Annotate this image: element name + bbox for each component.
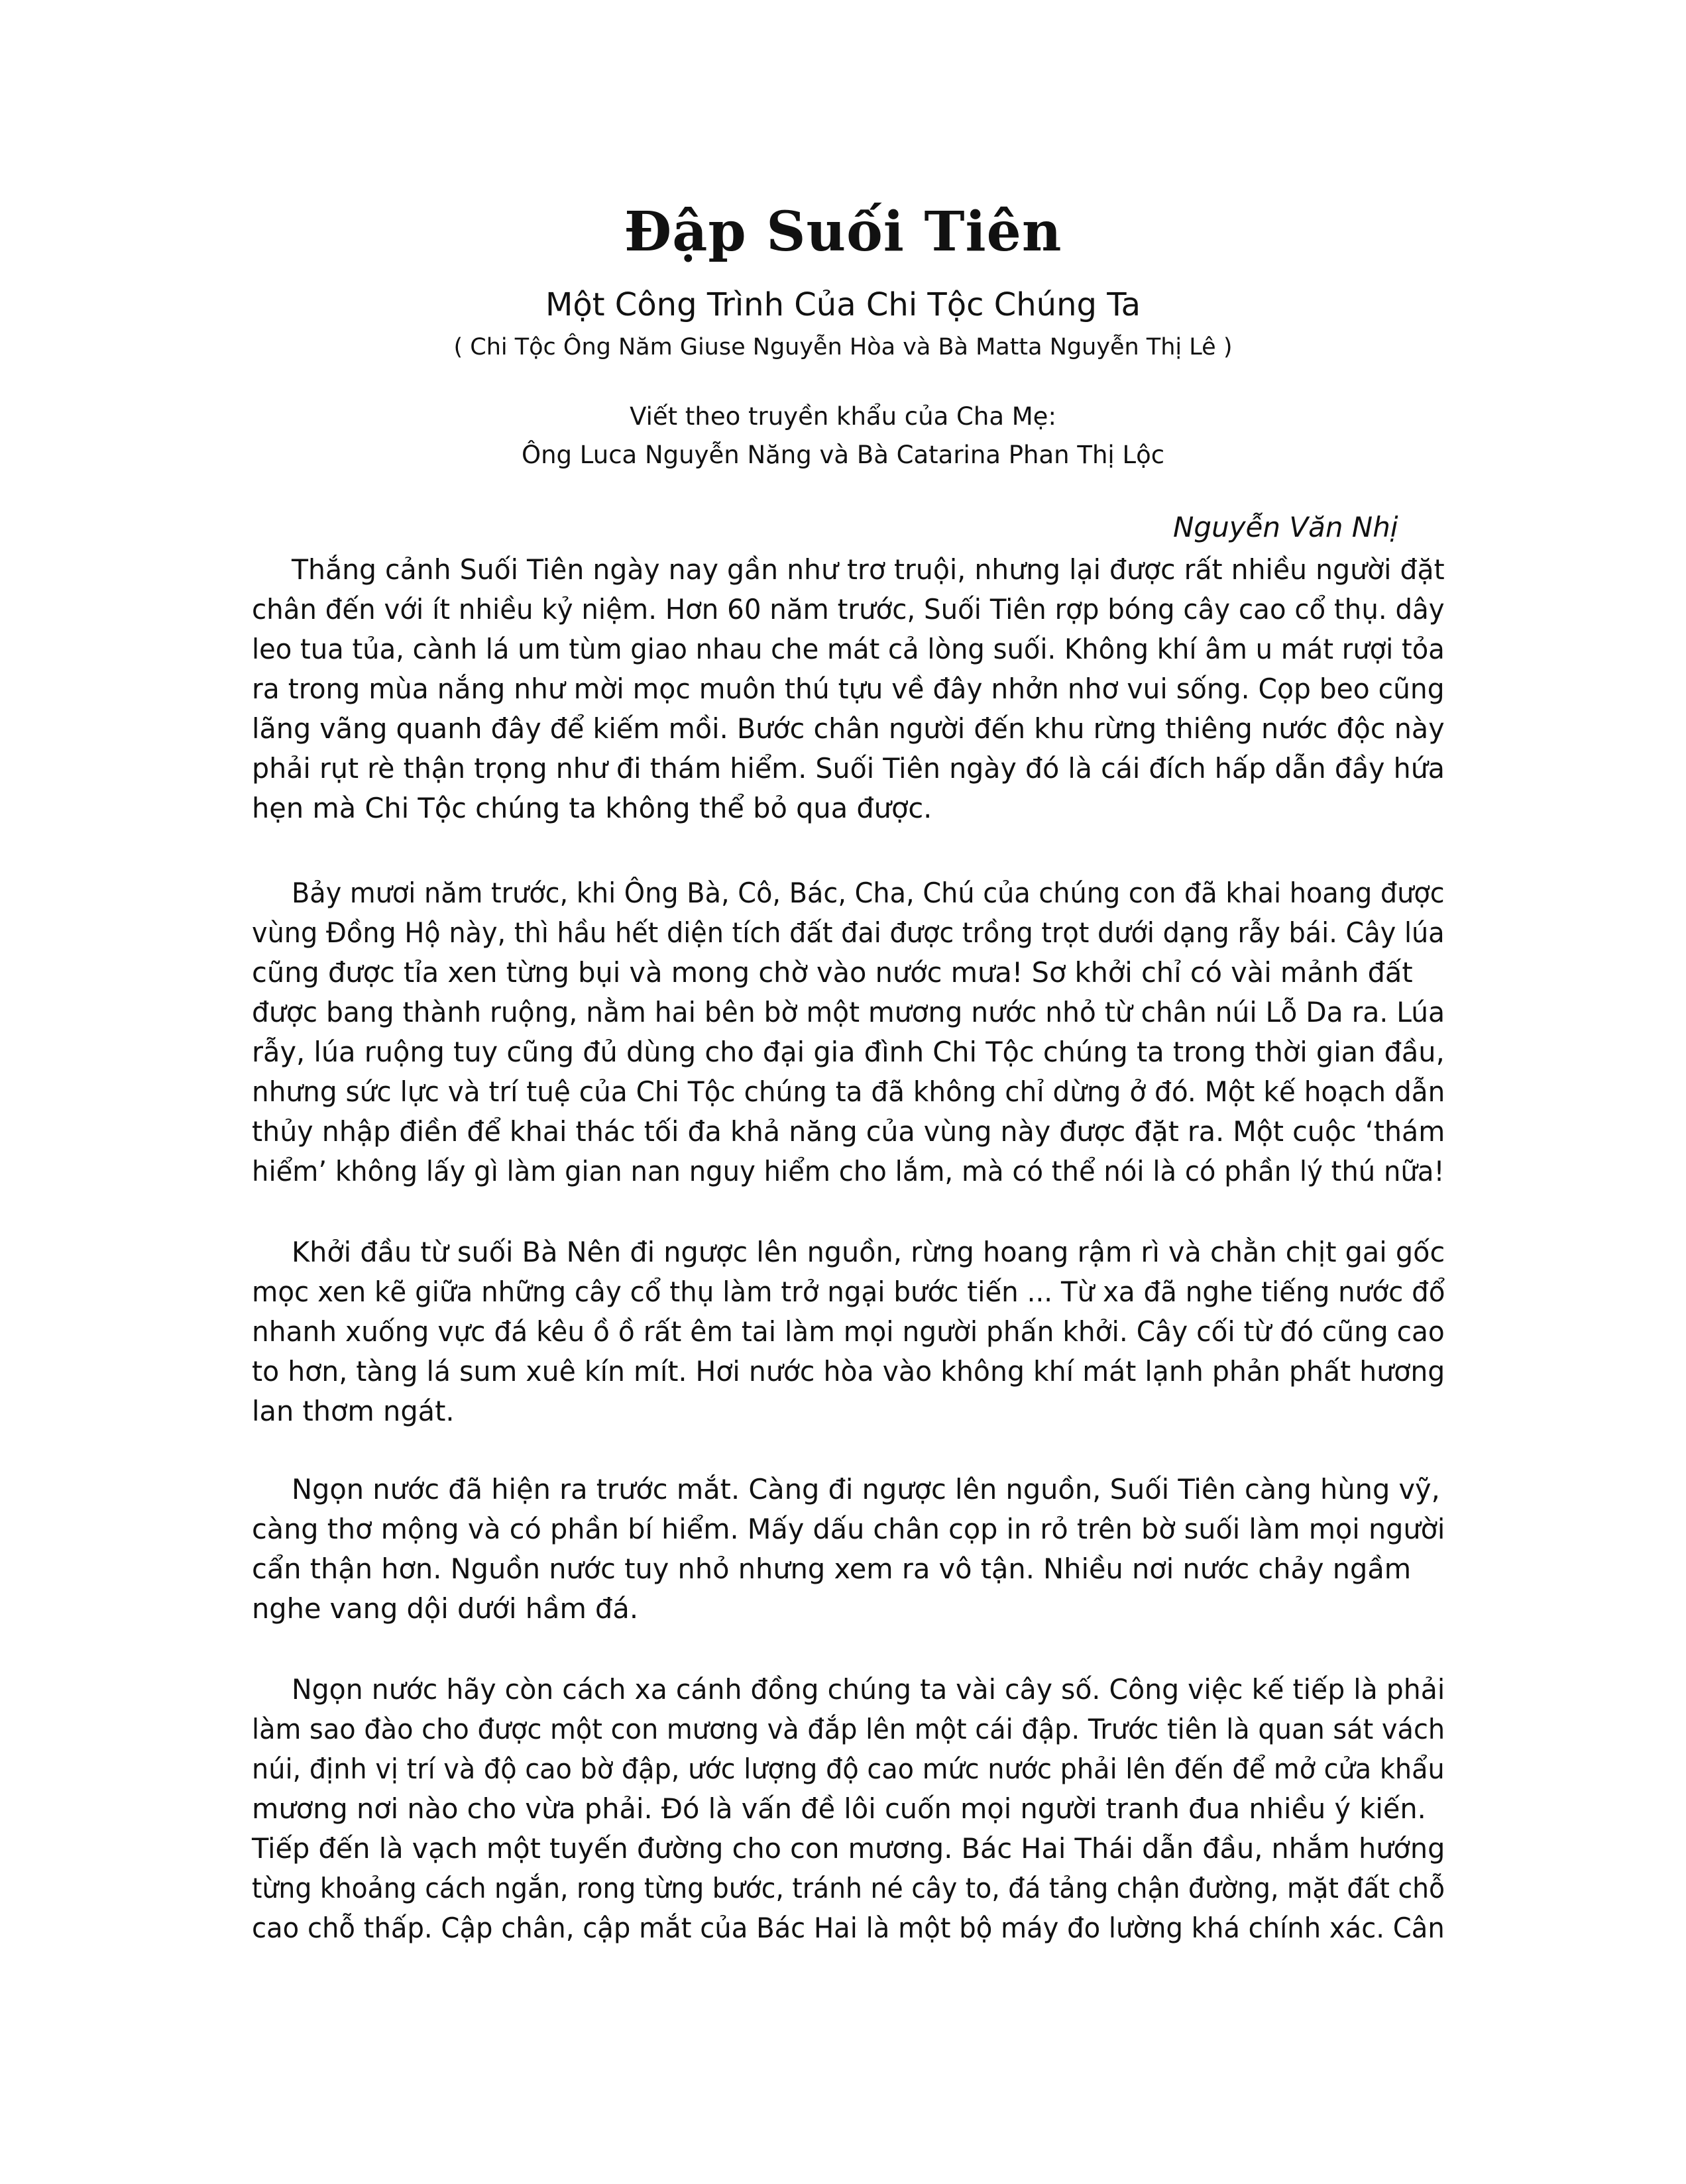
paragraph-line: nghe vang dội dưới hầm đá.	[252, 1592, 639, 1625]
paragraph-line: càng thơ mộng và có phần bí hiểm. Mấy dấu chân cọp in rỏ trên bờ suối làm mọi người	[252, 1513, 1445, 1545]
paragraph-line: từng khoảng cách ngắn, rong từng bước, tránh né cây to, đá tảng chận đường, mặt đất chỗ	[252, 1872, 1445, 1904]
paragraph-line: làm sao đào cho được một con mương và đắp lên một cái đập. Trước tiên là quan sát vách	[252, 1713, 1445, 1745]
paragraph-line: vùng Đồng Hộ này, thì hầu hết diện tích đất đai được trồng trọt dưới dạng rẫy bái. Cây lúa	[252, 916, 1445, 949]
paragraph-line: chân đến với ít nhiều kỷ niệm. Hơn 60 năm trước, Suối Tiên rợp bóng cây cao cổ thụ. dây	[252, 593, 1445, 626]
oral-source-line: Viết theo truyền khẩu của Cha Mẹ:	[630, 402, 1056, 431]
paragraph-line: lãng vãng quanh đây để kiếm mồi. Bước chân người đến khu rừng thiêng nước độc này	[252, 712, 1445, 745]
paragraph-line: nhưng sức lực và trí tuệ của Chi Tộc chúng ta đã không chỉ dừng ở đó. Một kế hoạch dẫn	[252, 1075, 1445, 1108]
paragraph-line: được bang thành ruộng, nằm hai bên bờ một mương nước nhỏ từ chân núi Lỗ Da ra. Lúa	[252, 996, 1445, 1028]
paragraph-line: Thắng cảnh Suối Tiên ngày nay gần như trơ truội, nhưng lại được rất nhiều người đặt	[292, 553, 1445, 586]
paragraph-line: nhanh xuống vực đá kêu ồ ồ rất êm tai làm mọi người phấn khởi. Cây cối từ đó cũng cao	[252, 1315, 1445, 1348]
paragraph-line: Khởi đầu từ suối Bà Nên đi ngược lên nguồn, rừng hoang rậm rì và chằn chịt gai gốc	[292, 1236, 1445, 1268]
paragraph-line: núi, định vị trí và độ cao bờ đập, ước lượng độ cao mức nước phải lên đến để mở cửa khẩu	[252, 1753, 1445, 1785]
paragraph-line: hiểm’ không lấy gì làm gian nan nguy hiểm cho lắm, mà có thể nói là có phần lý thú nữa!	[252, 1155, 1445, 1187]
page-subtitle: Một Công Trình Của Chi Tộc Chúng Ta	[545, 286, 1141, 323]
paragraph-line: Ngọn nước đã hiện ra trước mắt. Càng đi ngược lên nguồn, Suối Tiên càng hùng vỹ,	[292, 1473, 1440, 1505]
paragraph-line: mọc xen kẽ giữa những cây cổ thụ làm trở ngại bước tiến ... Từ xa đã nghe tiếng nước đổ	[252, 1276, 1445, 1308]
paragraph-line: Ngọn nước hãy còn cách xa cánh đồng chúng ta vài cây số. Công việc kế tiếp là phải	[292, 1673, 1445, 1706]
paragraph-line: phải rụt rè thận trọng như đi thám hiểm. Suối Tiên ngày đó là cái đích hấp dẫn đầy hứa	[252, 752, 1445, 785]
paragraph-line: thủy nhập điền để khai thác tối đa khả năng của vùng này được đặt ra. Một cuộc ‘thám	[252, 1115, 1445, 1148]
lineage-note: ( Chi Tộc Ông Năm Giuse Nguyễn Hòa và Bà Matta Nguyễn Thị Lê )	[453, 334, 1233, 360]
paragraph-line: mương nơi nào cho vừa phải. Đó là vấn đề lôi cuốn mọi người tranh đua nhiều ý kiến.	[252, 1792, 1426, 1825]
paragraph-line: rẫy, lúa ruộng tuy cũng đủ dùng cho đại gia đình Chi Tộc chúng ta trong thời gian đầu,	[252, 1036, 1445, 1068]
author-name: Nguyễn Văn Nhị	[1173, 511, 1398, 543]
oral-source-line: Ông Luca Nguyễn Năng và Bà Catarina Phan Thị Lộc	[521, 441, 1165, 469]
page-title: Đập Suối Tiên	[624, 200, 1062, 264]
paragraph-line: cao chỗ thấp. Cập chân, cập mắt của Bác Hai là một bộ máy đo lường khá chính xác. Cân	[252, 1912, 1445, 1944]
paragraph-line: lan thơm ngát.	[252, 1395, 455, 1427]
oral-source	[0, 398, 1686, 474]
paragraph-line: Bảy mươi năm trước, khi Ông Bà, Cô, Bác, Cha, Chú của chúng con đã khai hoang được	[292, 877, 1445, 909]
paragraph-line: ra trong mùa nắng như mời mọc muôn thú tựu về đây nhởn nhơ vui sống. Cọp beo cũng	[252, 673, 1445, 705]
paragraph-line: cũng được tỉa xen từng bụi và mong chờ vào nước mưa! Sơ khởi chỉ có vài mảnh đất	[252, 956, 1413, 989]
paragraph-line: Tiếp đến là vạch một tuyến đường cho con mương. Bác Hai Thái dẫn đầu, nhắm hướng	[252, 1832, 1445, 1865]
paragraph-line: cẩn thận hơn. Nguồn nước tuy nhỏ nhưng xem ra vô tận. Nhiều nơi nước chảy ngầm	[252, 1553, 1412, 1585]
paragraph-line: leo tua tủa, cành lá um tùm giao nhau che mát cả lòng suối. Không khí âm u mát rượi tỏa	[252, 633, 1445, 665]
paragraph-line: hẹn mà Chi Tộc chúng ta không thể bỏ qua được.	[252, 792, 932, 824]
paragraph-line: to hơn, tàng lá sum xuê kín mít. Hơi nước hòa vào không khí mát lạnh phản phất hương	[252, 1355, 1445, 1388]
